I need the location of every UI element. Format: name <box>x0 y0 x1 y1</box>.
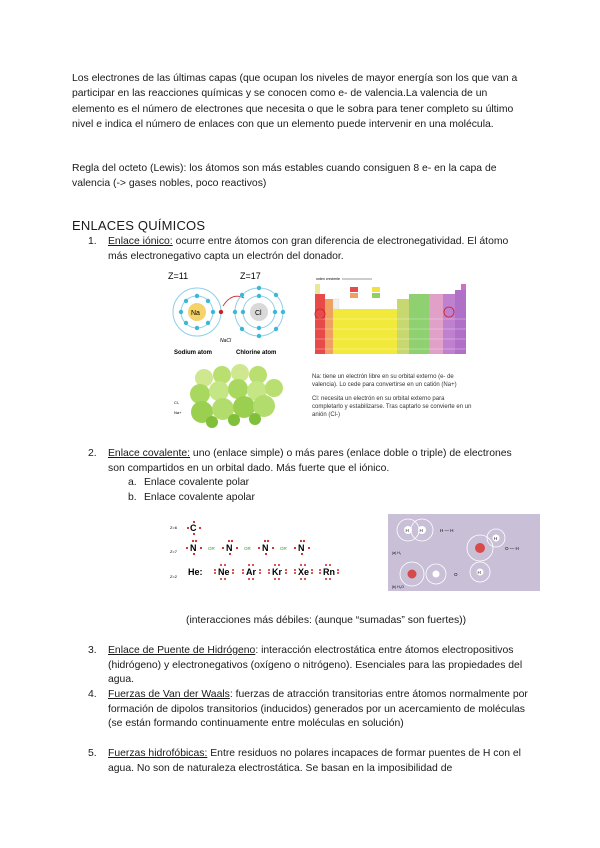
nacl-lattice-figure <box>172 362 292 432</box>
o-label: O <box>454 572 458 577</box>
list-text: Entre residuos no polares incapaces de formar puentes de H con el agua. No son de naturaleza electrostática. Se basan en la imposibilidad de <box>108 748 521 774</box>
list-text: : interacción electrostática entre átomos electropositivos (hidrógeno) y electronegativos (oxígeno o nitrógeno). Esenciales para las propiedades del agua. <box>108 645 523 686</box>
section-title: ENLACES QUÍMICOS <box>72 218 206 233</box>
z-na-label: Z=11 <box>168 271 189 281</box>
sub-number: b. <box>128 492 137 503</box>
z6-label: Z=6 <box>170 525 178 530</box>
list-number: 5. <box>88 748 97 759</box>
list-item-hydrogen-bond <box>88 644 528 688</box>
ionic-atoms-figure <box>160 268 300 358</box>
term-hydrogen-bond: Enlace de Puente de Hidrógeno <box>108 645 256 656</box>
nitrogen-symbol: N <box>262 543 269 553</box>
sub-item-polar <box>128 476 249 491</box>
or-label: OR <box>280 546 287 551</box>
radon-symbol: Rn <box>323 567 335 577</box>
chlorine-atom <box>233 286 285 338</box>
z-cl-label: Z=17 <box>240 271 261 281</box>
h2-bond-label: H — H <box>440 528 454 533</box>
list-number: 3. <box>88 645 97 656</box>
cl-label: Cl <box>255 310 262 317</box>
h-label: H <box>419 528 423 533</box>
ho-bond-label: O — H <box>505 546 519 551</box>
h-label: H <box>494 536 498 541</box>
ionic-notes <box>312 373 472 419</box>
lattice-na-label: Na+ <box>174 410 182 415</box>
nitrogen-symbol: N <box>226 543 233 553</box>
or-label: OR <box>244 546 251 551</box>
sodium-caption: Sodium atom <box>174 350 213 356</box>
chlorine-caption: Chlorine atom <box>236 350 277 356</box>
term-van-der-waals: Fuerzas de Van der Waals <box>108 689 230 700</box>
z7-label: Z=7 <box>170 549 178 554</box>
h-label: H <box>477 570 481 575</box>
weak-interactions-note: (interacciones más débiles: (aunque “sumadas” son fuertes)) <box>186 615 467 626</box>
sub-item-apolar <box>128 491 255 506</box>
note-na: Na: tiene un electrón libre en su orbital externo (e- de valencia). Lo cede para convertirse en un catión (Na+) <box>312 374 457 388</box>
list-item-hydrophobic <box>88 747 528 776</box>
carbon-symbol: C <box>190 523 197 533</box>
term-covalent: Enlace covalente: <box>108 448 191 459</box>
nacl-label: NaCl <box>220 338 232 344</box>
list-item-ionic <box>88 235 528 264</box>
sub-number: a. <box>128 477 137 488</box>
lattice-spheres <box>190 364 283 428</box>
lewis-noble-gases <box>188 564 339 580</box>
z2-label: Z=2 <box>170 574 178 579</box>
sub-label: Enlace covalente polar <box>144 477 250 488</box>
term-ionic: Enlace iónico: <box>108 236 173 247</box>
neon-symbol: Ne <box>218 567 230 577</box>
list-text: : fuerzas de atracción transitorias entre átomos normalmente por formación de dipolos transitorios (inducidos) generados por un acercamiento de moléculas (se están formando continuamente entre moléculas en solución) <box>108 689 528 730</box>
list-number: 1. <box>88 236 97 247</box>
list-number: 4. <box>88 689 97 700</box>
lewis-structures-figure <box>166 514 366 590</box>
covalent-molecules-figure <box>388 514 540 591</box>
sub-label: Enlace covalente apolar <box>144 492 255 503</box>
argon-symbol: Ar <box>246 567 257 577</box>
helium-symbol: He: <box>188 567 203 577</box>
na-label: Na <box>191 310 200 317</box>
list-text: ocurre entre átomos con gran diferencia de electronegatividad. El átomo más electronegativo capta un electrón del donador. <box>108 236 509 262</box>
table-header-label: orden creciente <box>316 277 341 281</box>
periodic-table-figure <box>312 275 472 365</box>
nitrogen-symbol: N <box>298 543 305 553</box>
lewis-carbon <box>187 521 201 535</box>
xenon-symbol: Xe <box>298 567 310 577</box>
krypton-symbol: Kr <box>272 567 283 577</box>
label-b: (b) H₂O <box>392 585 404 589</box>
term-hydrophobic: Fuerzas hidrofóbicas: <box>108 748 208 759</box>
or-label: OR <box>208 546 215 551</box>
list-text: uno (enlace simple) o más pares (enlace doble o triple) de electrones son compartidos en un orbital dado. Más fuerte que el iónico. <box>108 448 512 474</box>
sodium-atom <box>173 288 223 336</box>
list-number: 2. <box>88 448 97 459</box>
nitrogen-symbol: N <box>190 543 197 553</box>
list-item-van-der-waals <box>88 688 528 732</box>
label-a: (a) H₂ <box>392 551 402 555</box>
octet-rule-paragraph: Regla del octeto (Lewis): los átomos son más estables cuando consiguen 8 e- en la capa de valencia (-> gases nobles, poco reactivos) <box>72 163 497 190</box>
electron-transfer-arrow <box>223 296 244 306</box>
intro-paragraph: Los electrones de las últimas capas (que ocupan los niveles de mayor energía son los que van a participar en las reacciones químicas y se conocen como e- de valencia.La valencia de un elemento es el número de electrones que necesita o que le sobra para tener completo su último nivel e indica el número de enlaces con que un elemento puede intervenir en una molécula. <box>72 73 518 131</box>
lewis-nitrogen-row <box>186 540 310 555</box>
list-item-covalent <box>88 447 528 476</box>
lattice-cl-label: Cl- <box>174 400 180 405</box>
h-label: H <box>405 528 409 533</box>
note-cl: Cl: necesita un electrón en su orbital externo para completarlo y estabilizarse. Tras captarlo se convierte en un anión (Cl-) <box>312 396 472 418</box>
